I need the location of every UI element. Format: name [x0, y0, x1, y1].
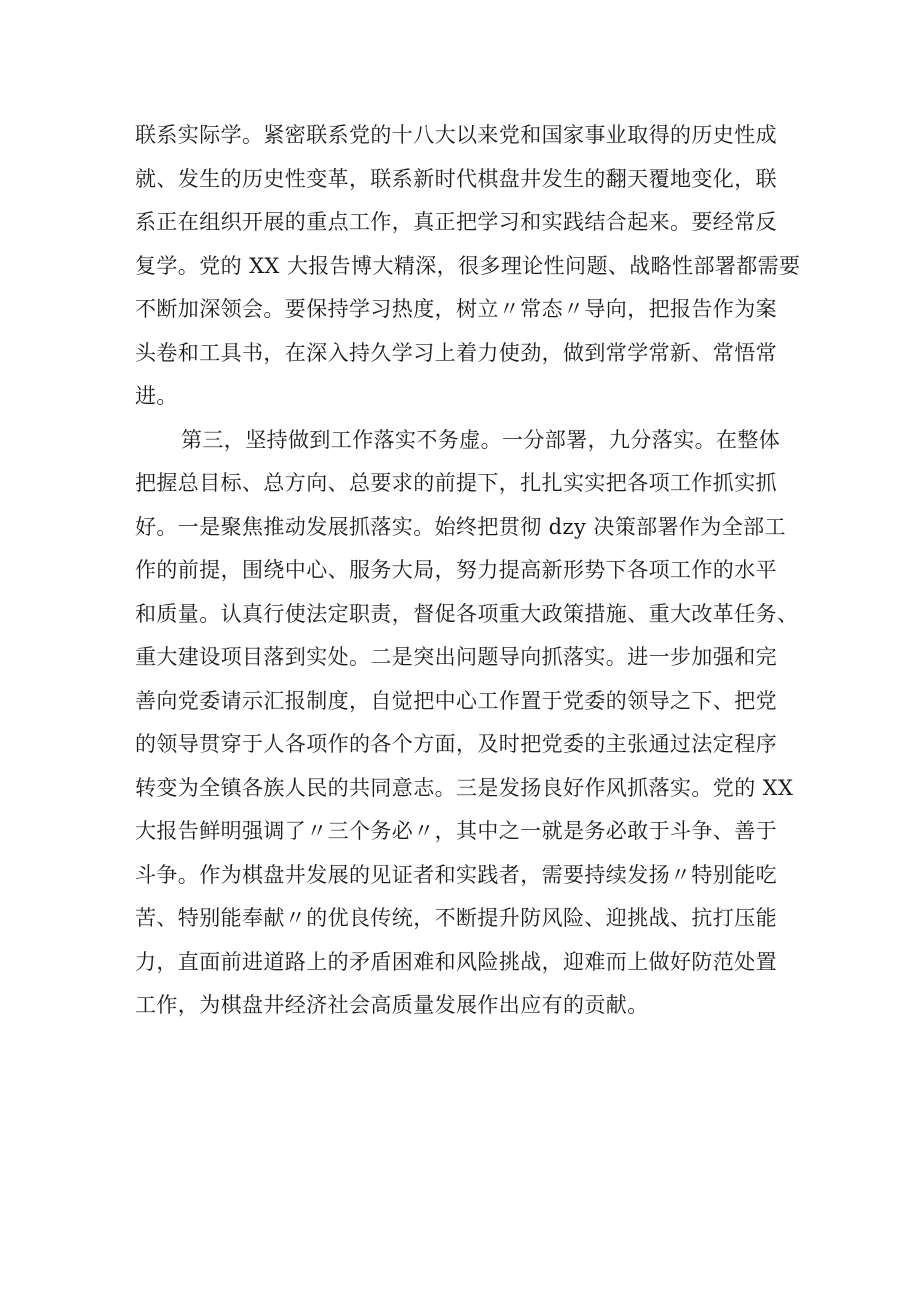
text-line: 把握总目标、总方向、总要求的前提下，扎扎实实把各项工作抓实抓 [135, 471, 777, 495]
text-line: 头卷和工具书，在深入持久学习上着力使劲，做到常学常新、常悟常 [135, 340, 777, 365]
text-line: 系正在组织开展的重点工作，真正把学习和实践结合起来。要经常反 [135, 210, 777, 234]
text-line: 第三，坚持做到工作落实不务虚。一分部署，九分落实。在整体 [181, 427, 781, 452]
text-line: 进。 [135, 384, 178, 408]
text-line: 苦、特别能奉献〃的优良传统，不断提升防风险、迎挑战、抗打压能 [135, 906, 777, 930]
text-line: 复学。党的 XX 大报告博大精深，很多理论性问题、战略性部署都需要 [135, 253, 801, 278]
text-line: 不断加深领会。要保持学习热度，树立〃常态〃导向，把报告作为案 [135, 297, 777, 321]
text-line: 力，直面前进道路上的矛盾困难和风险挑战，迎难而上做好防范处置 [135, 949, 777, 974]
body-text [135, 114, 815, 1028]
text-line: 联系实际学。紧密联系党的十八大以来党和国家事业取得的历史性成 [135, 123, 777, 147]
text-line: 斗争。作为棋盘井发展的见证者和实践者，需要持续发扬〃特别能吃 [135, 862, 777, 887]
paragraph-2 [135, 419, 815, 1028]
text-line: 就、发生的历史性变革，联系新时代棋盘井发生的翻天覆地变化，联 [135, 166, 777, 191]
text-line: 工作，为棋盘井经济社会高质量发展作出应有的贡献。 [135, 993, 649, 1017]
text-line: 的领导贯穿于人各项作的各个方面，及时把党委的主张通过法定程序 [135, 732, 777, 756]
text-line: 善向党委请示汇报制度，自觉把中心工作置于党委的领导之下、把党 [135, 688, 777, 713]
text-line: 转变为全镇各族人民的共同意志。三是发扬良好作风抓落实。党的 XX [135, 775, 794, 800]
paragraph-1 [135, 114, 815, 419]
text-line: 和质量。认真行使法定职责，督促各项重大政策措施、重大改革任务、 [135, 601, 799, 626]
text-line: 大报告鲜明强调了〃三个务必〃，其中之一就是务必敢于斗争、善于 [135, 819, 777, 843]
text-line: 好。一是聚焦推动发展抓落实。始终把贯彻 dzy 决策部署作为全部工 [135, 514, 786, 539]
text-line: 作的前提，围绕中心、服务大局，努力提高新形势下各项工作的水平 [135, 558, 777, 582]
text-line: 重大建设项目落到实处。二是突出问题导向抓落实。进一步加强和完 [135, 645, 777, 669]
